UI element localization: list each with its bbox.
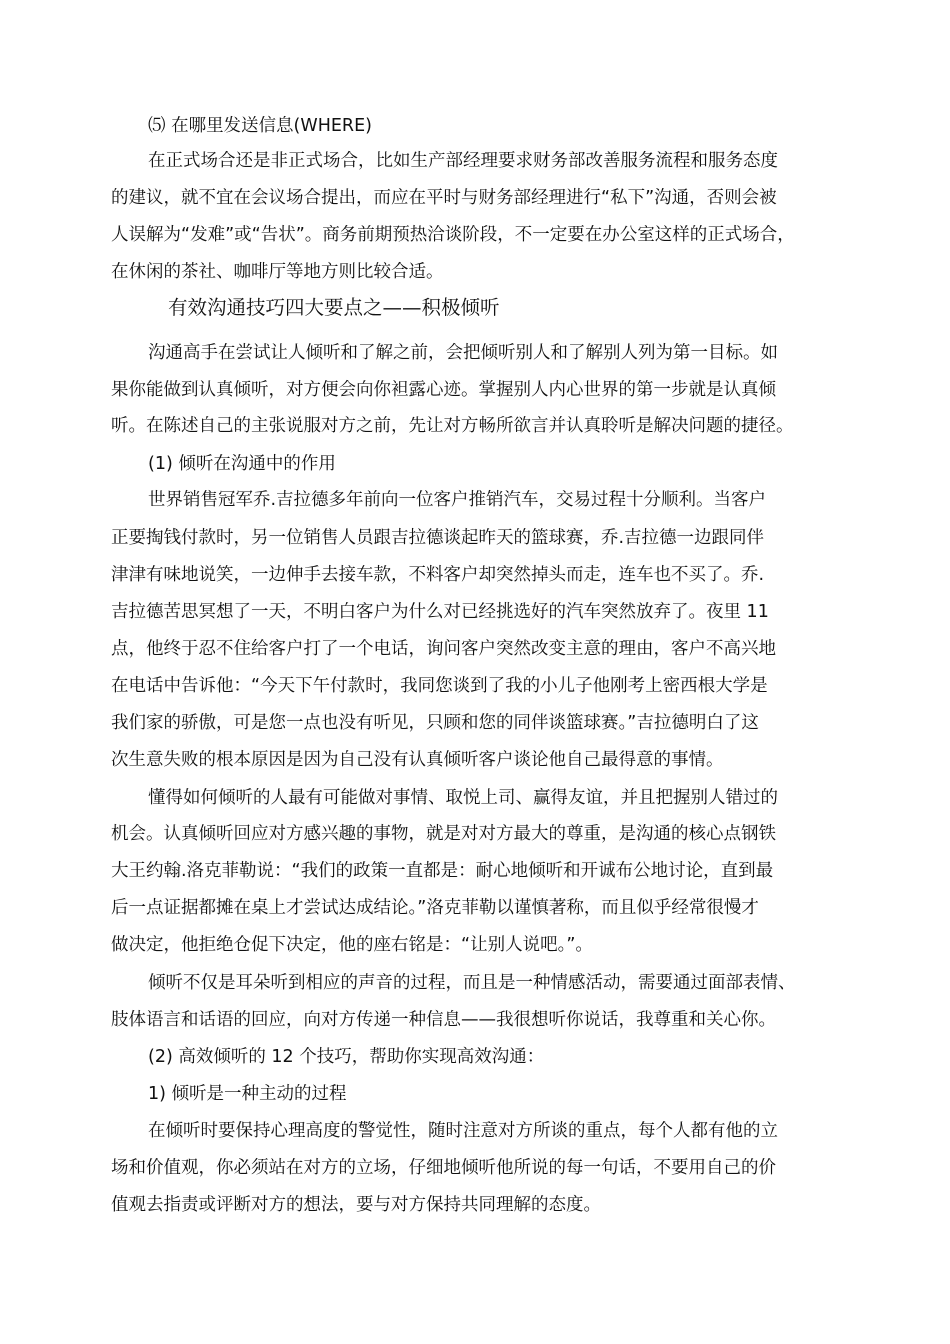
where-heading: ⑸ 在哪里发送信息(WHERE) [148, 116, 372, 136]
paragraph-line: 吉拉德苦思冥想了一天，不明白客户为什么对已经挑选好的汽车突然放弃了。夜里 11 [111, 602, 769, 622]
paragraph-line: 我们家的骄傲，可是您一点也没有听见，只顾和您的同伴谈篮球赛。”吉拉德明白了这 [111, 713, 759, 733]
paragraph-line: 在正式场合还是非正式场合，比如生产部经理要求财务部改善服务流程和服务态度 [148, 151, 778, 171]
section-title: 有效沟通技巧四大要点之——积极倾听 [168, 296, 500, 319]
paragraph-line: 在电话中告诉他：“今天下午付款时，我同您谈到了我的小儿子他刚考上密西根大学是 [111, 676, 768, 696]
paragraph-line: 懂得如何倾听的人最有可能做对事情、取悦上司、赢得友谊，并且把握别人错过的 [148, 788, 778, 808]
paragraph-line: 次生意失败的根本原因是因为自己没有认真倾听客户谈论他自己最得意的事情。 [111, 750, 724, 770]
paragraph-line: 在倾听时要保持心理高度的警觉性，随时注意对方所谈的重点，每个人都有他的立 [148, 1121, 778, 1141]
subheading-1: (1) 倾听在沟通中的作用 [148, 454, 336, 474]
paragraph-line: 场和价值观，你必须站在对方的立场，仔细地倾听他所说的每一句话，不要用自己的价 [111, 1158, 776, 1178]
paragraph-line: 后一点证据都摊在桌上才尝试达成结论。”洛克菲勒以谨慎著称，而且似乎经常很慢才 [111, 898, 759, 918]
paragraph-line: 机会。认真倾听回应对方感兴趣的事物，就是对对方最大的尊重，是沟通的核心点钢铁 [111, 824, 776, 844]
paragraph-line: 倾听不仅是耳朵听到相应的声音的过程，而且是一种情感活动，需要通过面部表情、 [148, 973, 796, 993]
paragraph-line: 人误解为“发难”或“告状”。商务前期预热洽谈阶段，不一定要在办公室这样的正式场合， [111, 225, 795, 245]
paragraph-line: 肢体语言和话语的回应，向对方传递一种信息——我很想听你说话，我尊重和关心你。 [111, 1010, 776, 1030]
paragraph-line: 大王约翰.洛克菲勒说：“我们的政策一直都是：耐心地倾听和开诚布公地讨论，直到最 [111, 861, 774, 881]
paragraph-line: 在休闲的茶社、咖啡厅等地方则比较合适。 [111, 262, 444, 282]
paragraph-line: 做决定，他拒绝仓促下决定，他的座右铭是：“让别人说吧。”。 [111, 935, 593, 955]
paragraph-line: 的建议，就不宜在会议场合提出，而应在平时与财务部经理进行“私下”沟通，否则会被 [111, 188, 777, 208]
paragraph-line: 世界销售冠军乔.吉拉德多年前向一位客户推销汽车，交易过程十分顺利。当客户 [148, 490, 767, 510]
paragraph-line: 津津有味地说笑，一边伸手去接车款，不料客户却突然掉头而走，连车也不买了。乔. [111, 565, 765, 585]
paragraph-line: 沟通高手在尝试让人倾听和了解之前，会把倾听别人和了解别人列为第一目标。如 [148, 343, 778, 363]
subheading-2: (2) 高效倾听的 12 个技巧，帮助你实现高效沟通： [148, 1047, 545, 1067]
paragraph-line: 果你能做到认真倾听，对方便会向你袒露心迹。掌握别人内心世界的第一步就是认真倾 [111, 380, 776, 400]
paragraph-line: 点，他终于忍不住给客户打了一个电话，询问客户突然改变主意的理由，客户不高兴地 [111, 639, 776, 659]
paragraph-line: 值观去指责或评断对方的想法，要与对方保持共同理解的态度。 [111, 1195, 601, 1215]
paragraph-line: 听。在陈述自己的主张说服对方之前，先让对方畅所欲言并认真聆听是解决问题的捷径。 [111, 416, 794, 436]
paragraph-line: 正要掏钱付款时，另一位销售人员跟吉拉德谈起昨天的篮球赛，乔.吉拉德一边跟同伴 [111, 528, 765, 548]
tip-heading-1: 1) 倾听是一种主动的过程 [148, 1084, 347, 1104]
